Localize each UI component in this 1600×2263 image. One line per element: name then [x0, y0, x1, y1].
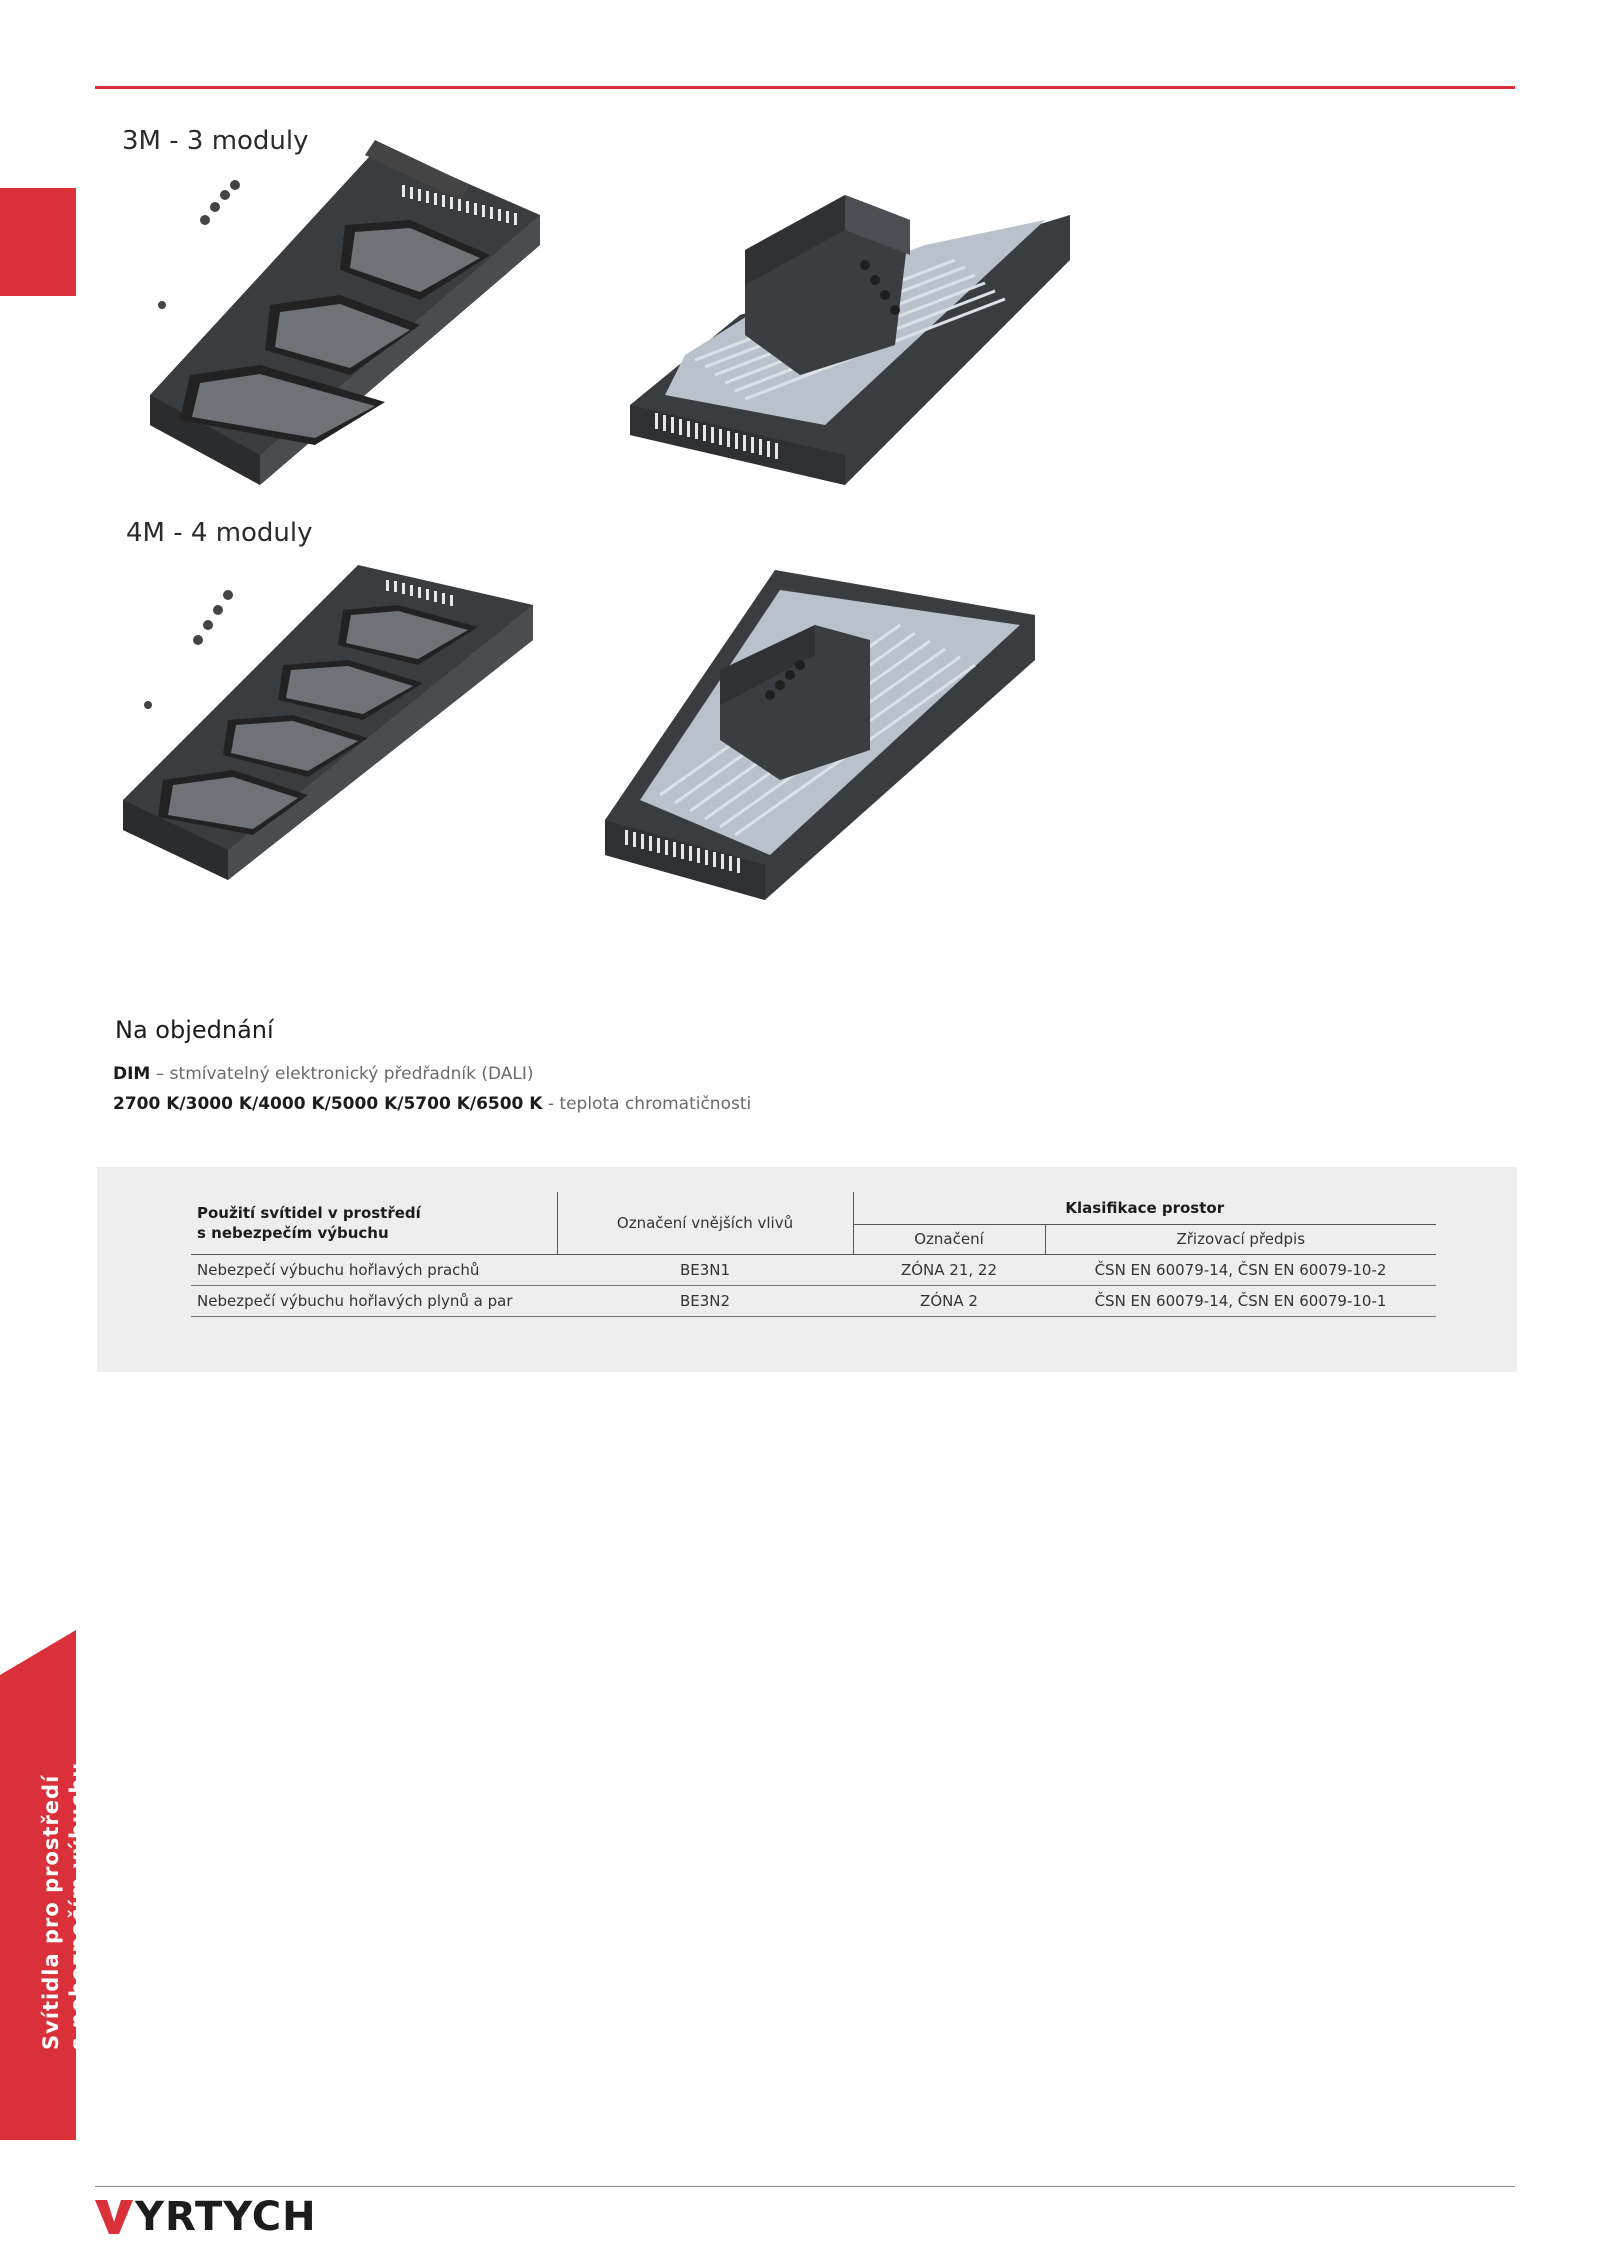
header-use: [191, 1192, 557, 1254]
table-header-row: [191, 1192, 1436, 1224]
order-title: Na objednání: [115, 1016, 274, 1044]
cell-use: Nebezpečí výbuchu hořlavých plynů a par: [191, 1285, 557, 1316]
cell-standard: ČSN EN 60079-14, ČSN EN 60079-10-1: [1045, 1285, 1436, 1316]
side-tab: [0, 188, 76, 296]
cell-mark: BE3N2: [557, 1285, 853, 1316]
sidebar-line-2: s nebezpečím výbuchu: [66, 1761, 90, 2050]
bottom-rule: [95, 2186, 1515, 2187]
logo-text: YRTYCH: [135, 2194, 317, 2240]
cell-mark: BE3N1: [557, 1254, 853, 1285]
cell-standard: ČSN EN 60079-14, ČSN EN 60079-10-2: [1045, 1254, 1436, 1285]
sidebar-category-label: [0, 1630, 90, 2140]
classification-panel: [97, 1167, 1517, 1372]
top-rule: [95, 86, 1515, 89]
sidebar-line-1: Svítidla pro prostředí: [39, 1774, 63, 2050]
cell-zone: ZÓNA 2: [853, 1285, 1045, 1316]
table-row: [191, 1254, 1436, 1285]
table-row: [191, 1285, 1436, 1316]
luminaire-4m-back-image: [600, 565, 1045, 910]
subheader-standard: Zřizovací předpis: [1045, 1224, 1436, 1254]
cell-use: Nebezpečí výbuchu hořlavých prachů: [191, 1254, 557, 1285]
luminaire-4m-front-image: [118, 555, 543, 885]
order-dim-desc: – stmívatelný elektronický předřadník (DALI): [150, 1064, 534, 1084]
order-cct-values: 2700 K/3000 K/4000 K/5000 K/5700 K/6500 K: [113, 1094, 543, 1114]
order-cct-desc: - teplota chromatičnosti: [542, 1094, 752, 1114]
order-cct-line: [113, 1094, 751, 1114]
order-dim-line: [113, 1064, 534, 1084]
header-classification: Klasifikace prostor: [853, 1192, 1436, 1224]
luminaire-3m-front-image: [140, 140, 590, 490]
header-external-influences: Označení vnějších vlivů: [557, 1192, 853, 1254]
logo-v-mark-icon: [95, 2200, 133, 2234]
vyrtych-logo: [95, 2196, 317, 2238]
header-use-line1: Použití svítidel v prostředí: [197, 1203, 421, 1222]
subheader-designation: Označení: [853, 1224, 1045, 1254]
classification-table: [191, 1192, 1436, 1317]
luminaire-3m-back-image: [625, 135, 1080, 495]
order-dim-code: DIM: [113, 1064, 151, 1084]
section-label-4m: 4M - 4 moduly: [126, 518, 313, 548]
section-label-3m: 3M - 3 moduly: [122, 126, 309, 156]
cell-zone: ZÓNA 21, 22: [853, 1254, 1045, 1285]
header-use-line2: s nebezpečím výbuchu: [197, 1223, 389, 1242]
